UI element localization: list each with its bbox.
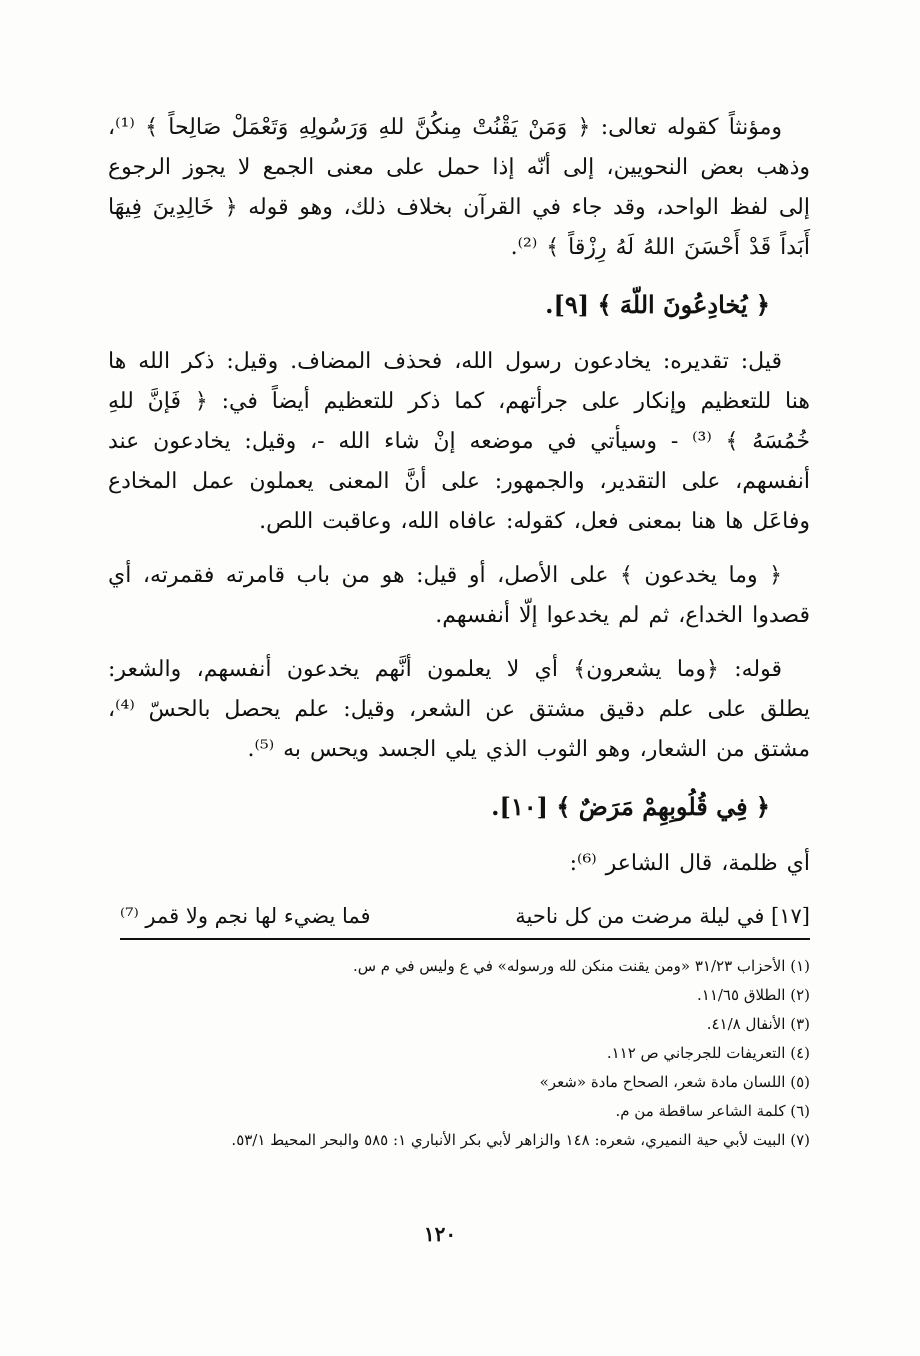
footnote-3: (٣) الأنفال ٤١/٨. bbox=[706, 1015, 810, 1033]
quran-verse-heading-2: ﴿ فِي قُلُوبِهِمْ مَرَضٌ ﴾ [١٠]. bbox=[491, 792, 770, 821]
paragraph-2: قيل: تقديره: يخادعون رسول الله، فحذف المضاف. وقيل: ذكر الله ها هنا للتعظيم وإنكار على جرأتهم، كما ذكر للتعظيم أيضاً في: ﴿ فَإنَّ للهِ خُمُسَهُ ﴾ ⁽³⁾ - وسيأتي في موضعه إنْ شاء الله -، وقيل: يخادعون عند أنفسهم، على التقدير، والجمهور: على أنَّ المعنى يعملون عمل المخادع وفاعَل ها هنا بمعنى فعل، كقوله: عافاه الله، وعاقبت اللص. bbox=[108, 349, 810, 534]
footnotes bbox=[108, 952, 810, 1155]
paragraph-4: قوله: ﴿وما يشعرون﴾ أي لا يعلمون أنَّهم يخدعون أنفسهم، والشعر: يطلق على علم دقيق مشتق عن الشعر، وقيل: علم يحصل بالحسّ ⁽⁴⁾، مشتق من الشعار، وهو الثوب الذي يلي الجسد ويحس به ⁽⁵⁾. bbox=[108, 657, 810, 762]
page-number: ١٢٠ bbox=[423, 1222, 457, 1246]
footnote-5: (٥) اللسان مادة شعر، الصحاح مادة «شعر» bbox=[539, 1073, 810, 1091]
paragraph-3: ﴿ وما يخدعون ﴾ على الأصل، أو قيل: هو من باب قامرته فقمرته، أي قصدوا الخداع، ثم لم يخدعوا إلّا أنفسهم. bbox=[108, 563, 810, 628]
verse-second-half: فما يضيء لها نجم ولا قمر ⁽⁷⁾ bbox=[120, 904, 371, 928]
verse-first-half: [١٧] في ليلة مرضت من كل ناحية bbox=[515, 904, 810, 928]
paragraph-1: ومؤنثاً كقوله تعالى: ﴿ وَمَنْ يَقْنُتْ مِنكُنَّ للهِ وَرَسُولِهِ وَتَعْمَلْ صَالِحاً ﴾ ⁽¹⁾، وذهب بعض النحويين، إلى أنّه إذا حمل على معنى الجمع لا يجوز الرجوع إلى لفظ الواحد، وقد جاء في القرآن بخلاف ذلك، وهو قوله ﴿ خَالِدِينَ فِيهَا أَبَداً قَدْ أَحْسَنَ اللهُ لَهُ رِزْقاً ﴾ ⁽²⁾. bbox=[108, 115, 810, 260]
main-text bbox=[108, 108, 810, 940]
paragraph-5: أي ظلمة، قال الشاعر ⁽⁶⁾: bbox=[569, 851, 810, 876]
footnote-7: (٧) البيت لأبي حية النميري، شعره: ١٤٨ والزاهر لأبي بكر الأنباري ١: ٥٨٥ والبحر المحيط ٥٣/١. bbox=[231, 1131, 810, 1149]
footnote-4: (٤) التعريفات للجرجاني ص ١١٢. bbox=[606, 1044, 810, 1062]
footnote-1: (١) الأحزاب ٣١/٢٣ «ومن يقنت منكن لله ورسوله» في ع وليس في م س. bbox=[352, 957, 810, 975]
poetry-verse bbox=[120, 898, 810, 940]
footnote-2: (٢) الطلاق ١١/٦٥. bbox=[696, 986, 810, 1004]
footnote-6: (٦) كلمة الشاعر ساقطة من م. bbox=[615, 1102, 810, 1120]
quran-verse-heading-1: ﴿ يُخادِعُونَ اللّهَ ﴾ [٩]. bbox=[545, 290, 770, 319]
